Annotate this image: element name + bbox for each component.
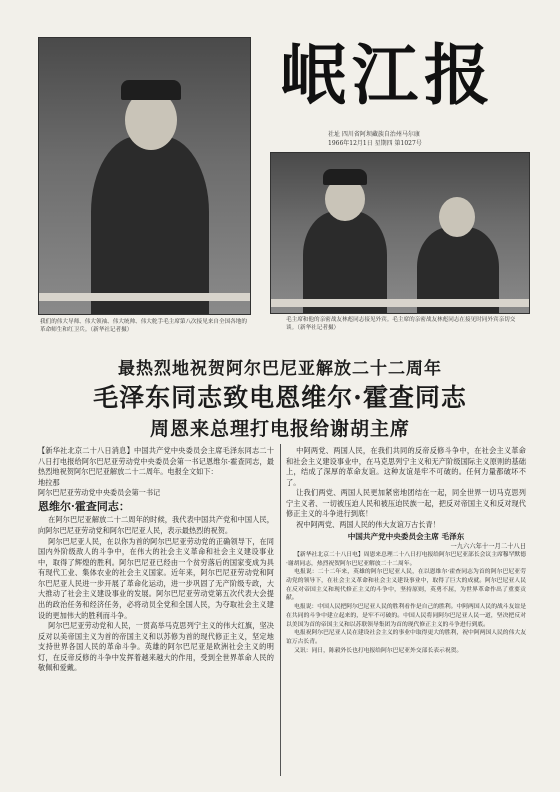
column-divider: [280, 444, 281, 776]
paragraph: 在阿尔巴尼亚解放二十二周年的时候，我代表中国共产党和中国人民，向阿尔巴尼亚劳动党和阿尔巴尼亚人民，表示最热烈的祝贺。: [38, 515, 274, 535]
paragraph: 阿尔巴尼亚人民，在以你为首的阿尔巴尼亚劳动党的正确领导下，在同国内外阶级敌人的斗争中，在伟大的社会主义革命和社会主义建设事业中，取得了辉煌的胜利。阿尔巴尼亚已经由一个贫穷落后的国家变成为具有现代工业、集体农业的社会主义国家。近年来，阿尔巴尼亚劳动党和阿尔巴尼亚人民进一步开展了革命化运动，进一步巩固了无产阶级专政，大大推动了社会主义建设事业的发展。阿尔巴尼亚劳动党第五次代表大会提出的政治任务和经济任务，必将动员全党和全国人民，为夺取社会主义建设的更加伟大的胜利而斗争。: [38, 536, 274, 620]
brief-paragraph: 电报说：中国人民把阿尔巴尼亚人民的胜利看作是自己的胜利。中阿两国人民的战斗友谊是在共同的斗争中建立起来的，是牢不可破的。中国人民将同阿尔巴尼亚人民一道，坚决把反对以美国为首的帝国主义和以苏联领导集团为首的现代修正主义的斗争进行到底。: [286, 604, 526, 628]
right-photo-caption: 毛主席和他的亲密战友林彪同志接见外宾。毛主席的亲密战友林彪同志在接见时同外宾亲切交谈。（新华社记者摄）: [286, 317, 516, 332]
masthead-title: 岷江报: [280, 36, 496, 114]
left-photo-caption: 我们的伟大导师、伟大领袖、伟大统帅、伟大舵手毛主席第八次接见来自全国各地的革命师生和红卫兵。（新华社记者摄）: [40, 319, 247, 334]
headline-kicker: 最热烈地祝贺阿尔巴尼亚解放二十二周年: [118, 359, 442, 379]
address-title: 阿尔巴尼亚劳动党中央委员会第一书记: [38, 488, 161, 498]
brief-paragraph: 电报说：二十二年来，英雄的阿尔巴尼亚人民，在以恩维尔·霍查同志为首的阿尔巴尼亚劳动党的领导下，在社会主义革命和社会主义建设事业中，取得了巨大的成就。阿尔巴尼亚人民在反对帝国主义和现代修正主义的斗争中，坚持原则，英勇不屈，为世界革命作出了重要贡献。: [286, 569, 526, 602]
address-city: 地拉那: [38, 477, 60, 487]
signature-date: 一九六六年十一月二十八日: [450, 542, 526, 550]
footnote: 又讯：同日，陈毅外长也打电报给阿尔巴尼亚外交部长表示祝贺。: [294, 647, 463, 654]
article-left: [38, 446, 274, 778]
headline-sub: 周恩来总理打电报给谢胡主席: [149, 418, 410, 440]
masthead-date: 1966年12月1日 星期四 第1027号: [328, 140, 422, 147]
article-lead: 【新华社北京二十八日消息】中国共产党中央委员会主席毛泽东同志二十八日打电报给阿尔巴尼亚劳动党中央委员会第一书记恩维尔·霍查同志，最热烈地祝贺阿尔巴尼亚解放二十二周年。电报全文如下：: [38, 446, 274, 477]
masthead-publisher: 社址 四川省阿坝藏族自治州马尔康: [328, 131, 420, 138]
paragraph: 祝中阿两党、两国人民的伟大友谊万古长青！: [296, 520, 440, 530]
brief-lead: 【新华社北京二十八日电】周恩来总理二十八日打电报给阿尔巴尼亚部长会议主席穆罕默德·谢胡同志，热烈祝贺阿尔巴尼亚解放二十二周年。: [286, 552, 526, 567]
paragraph: 中阿两党、两国人民，在我们共同的反帝反修斗争中，在社会主义革命和社会主义建设事业中，在马克思列宁主义和无产阶级国际主义原则的基础上，结成了深厚的革命友谊。这种友谊是牢不可破的。任何力量都破坏不了。: [286, 446, 526, 487]
paragraph: 阿尔巴尼亚劳动党和人民，一贯高举马克思列宁主义的伟大红旗，坚决反对以美帝国主义为首的帝国主义和以苏修为首的现代修正主义，坚定地支持世界各国人民的革命斗争。英雄的阿尔巴尼亚是欧洲社会主义的明灯，在反帝反修的斗争中发挥着越来越大的作用，受到全世界革命人民的敬佩和爱戴。: [38, 621, 274, 673]
brief-paragraph: 电报祝阿尔巴尼亚人民在建设社会主义的事业中取得更大的胜利，祝中阿两国人民的伟大友谊万古长青。: [286, 630, 526, 645]
headline-main: 毛泽东同志致电恩维尔·霍查同志: [93, 383, 467, 412]
photo-mao-waving: [38, 37, 251, 315]
signature: 中国共产党中央委员会主席 毛泽东: [347, 531, 465, 541]
salutation: 恩维尔·霍查同志：: [38, 499, 130, 513]
photo-mao-and-lin: [270, 152, 530, 314]
article-right: [286, 446, 526, 778]
paragraph: 让我们两党、两国人民更加紧密地团结在一起，同全世界一切马克思列宁主义者、一切被压迫人民和被压迫民族一起，把反对帝国主义和反对现代修正主义的斗争进行到底！: [286, 488, 526, 519]
